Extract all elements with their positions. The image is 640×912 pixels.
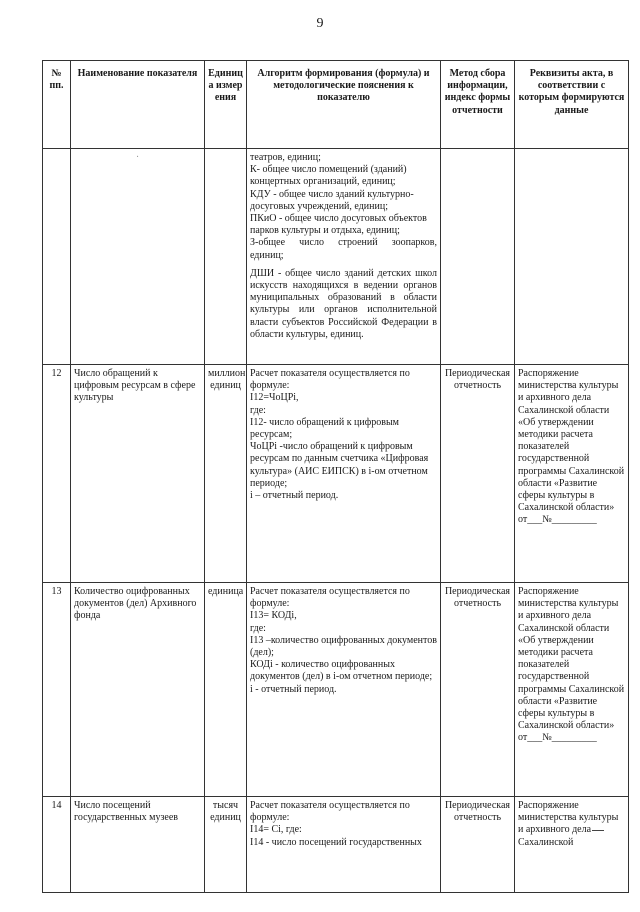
algorithm-line: где:	[250, 404, 266, 416]
algorithm-line: К- общее число помещений (зданий) концертных организаций, единиц;	[250, 164, 407, 188]
table-row	[43, 365, 629, 583]
header-num: № пп.	[43, 61, 71, 149]
cell-act: Распоряжение министерства культуры и архивного дела Сахалинской	[515, 797, 629, 893]
act-text: Распоряжение министерства культуры и архивного дела Сахалинской области «Об утверждении методики расчета показателей государственной программы Сахалинской области «Развитие сферы культуры в Сахалинской области»	[518, 586, 625, 732]
cell-method	[441, 149, 515, 365]
cell-num: 14	[43, 797, 71, 893]
algorithm-line: КДУ - общее число зданий культурно-досуговых учреждений, единиц;	[250, 188, 414, 212]
header-name: Наименование показателя	[71, 61, 205, 149]
cell-method: Периодическая отчетность	[441, 583, 515, 797]
cell-name: Число обращений к цифровым ресурсам в сфере культуры	[71, 365, 205, 583]
cell-num: 12	[43, 365, 71, 583]
algorithm-line: где:	[250, 622, 266, 634]
algorithm-line: i - отчетный период.	[250, 683, 337, 695]
algorithm-line: ПКиО - общее число досуговых объектов парков культуры и отдыха, единиц;	[250, 213, 427, 237]
cell-name: Число посещений государственных музеев	[71, 797, 205, 893]
cell-method: Периодическая отчетность	[441, 797, 515, 893]
cell-unit: миллион единиц	[205, 365, 247, 583]
cell-algorithm	[247, 365, 441, 583]
algorithm-line: театров, единиц;	[250, 152, 321, 163]
cell-unit: единица	[205, 583, 247, 797]
algorithm-line: I13 –количество оцифрованных документов (дел);	[250, 634, 437, 659]
cell-name	[71, 149, 205, 365]
act-date-number: от___№_________	[518, 514, 597, 526]
algorithm-line: З-общее число строений зоопарков, единиц;	[250, 237, 437, 261]
algorithm-line: I12- число обращений к цифровым ресурсам;	[250, 416, 399, 441]
header-algorithm: Алгоритм формирования (формула) и методологические пояснения к показателю	[247, 61, 441, 149]
cell-name: Количество оцифрованных документов (дел) Архивного фонда	[71, 583, 205, 797]
algorithm-line: ДШИ - общее число зданий детских школ искусств находящихся в ведении органов муниципальных образований в области культуры или органов исполнительной власти субъектов Российской Федерации в области культуры, единиц.	[250, 267, 437, 340]
cell-unit	[205, 149, 247, 365]
cell-method: Периодическая отчетность	[441, 365, 515, 583]
header-method: Метод сбора информации, индекс формы отчетности	[441, 61, 515, 149]
algorithm-line: Расчет показателя осуществляется по формуле:	[250, 800, 410, 824]
table-header-row	[43, 61, 629, 149]
algorithm-line: i – отчетный период.	[250, 490, 339, 502]
cell-algorithm	[247, 583, 441, 797]
algorithm-line: КОДi - количество оцифрованных документов (дел) в i-ом отчетном периоде;	[250, 659, 433, 683]
cell-algorithm	[247, 797, 441, 893]
algorithm-line: Расчет показателя осуществляется по формуле:	[250, 586, 410, 610]
header-act: Реквизиты акта, в соответствии с которым формируются данные	[515, 61, 629, 149]
algorithm-line: I14= Ci, где:	[250, 824, 302, 836]
table-row	[43, 583, 629, 797]
page-number: 9	[316, 16, 324, 31]
cell-act	[515, 583, 629, 797]
table-row-continuation	[43, 149, 629, 365]
dot-mark: ·	[135, 152, 140, 163]
cell-act	[515, 365, 629, 583]
cell-num: 13	[43, 583, 71, 797]
cell-act	[515, 149, 629, 365]
algorithm-line: Расчет показателя осуществляется по формуле:	[250, 368, 410, 392]
cell-unit: тысяч единиц	[205, 797, 247, 893]
algorithm-line: ЧоЦРi -число обращений к цифровым ресурсам по данным счетчика «Цифровая культура» (АИС ЕИПСК) в i-ом отчетном периоде;	[250, 441, 429, 489]
algorithm-line: I12=ЧоЦРi,	[250, 392, 299, 404]
table-row	[43, 797, 629, 893]
scan-dash-mark	[592, 830, 604, 831]
indicator-table	[42, 60, 629, 893]
act-date-number: от___№_________	[518, 732, 597, 744]
act-text: Распоряжение министерства культуры и архивного дела Сахалинской области «Об утверждении методики расчета показателей государственной программы Сахалинской области «Развитие сферы культуры в Сахалинской области»	[518, 368, 625, 514]
cell-algorithm	[247, 149, 441, 365]
algorithm-line: I13= КОДi,	[250, 610, 297, 622]
algorithm-line: I14 - число посещений государственных	[250, 836, 422, 848]
cell-num	[43, 149, 71, 365]
header-unit: Единица измерения	[205, 61, 247, 149]
